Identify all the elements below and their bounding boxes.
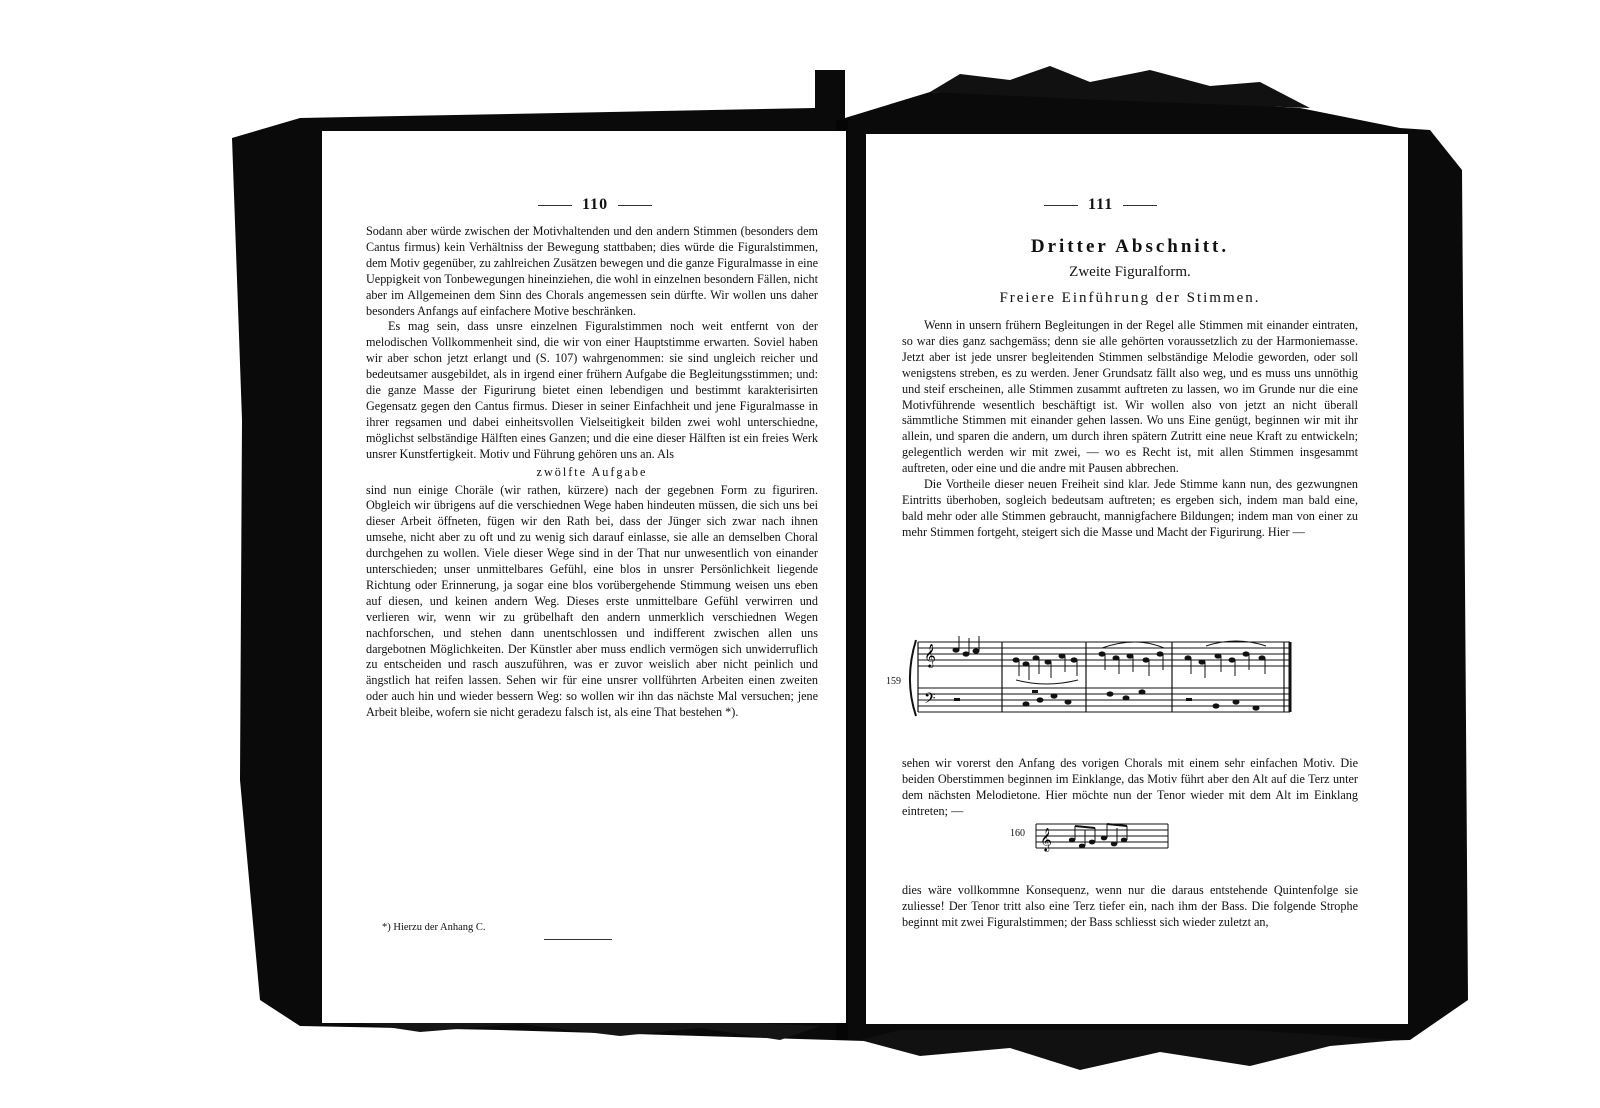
right-paragraph-4: dies wäre vollkommne Konsequenz, wenn nur die daraus entstehende Quintenfolge sie zuliesse! Der Tenor tritt also eine Terz tiefer ein, nach ihm der Bass. Die folgende Strophe beginnt mit zwei Figuralstimmen; der Bass schliesst sich wieder zuletzt an, [902, 883, 1358, 929]
task-heading: zwölfte Aufgabe [536, 464, 648, 479]
left-page-number-line [528, 196, 662, 214]
left-page-number: 110 [582, 196, 609, 213]
section-title: Dritter Abschnitt. [1030, 236, 1230, 257]
left-paragraph-1: Sodann aber würde zwischen der Motivhaltenden und den andern Stimmen (besonders dem Cantus firmus) kein Verhältniss der Bewegung stattbaben; dies würde die Figuralstimmen, dem Motiv gegenüber, zu zahlreichen Zusätzen bewegen und die ganze Figuralmasse in eine Ueppigkeit von Tonbewegungen hineinziehen, die wohl in einzelnen besondern Fällen, nicht aber im Allgemeinen dem Sinn des Chorals angemessen sein dürfte. Wir wollen uns daher besonders Anfangs auf einfachere Motive beschränken. [366, 224, 818, 318]
right-page-number-line [1034, 196, 1167, 214]
right-paragraph-2: Die Vortheile dieser neuen Freiheit sind klar. Jede Stimme kann nun, des gezwungnen Eintritts überhoben, sogleich bedeutsam auftreten; es ergeben sich, indem man bald eine, bald mehr oder alle Stimmen gebraucht, mannigfachere Bildungen; indem man von einer zu mehr Stimmen fortgeht, steigert sich die Masse und Macht der Figurirung. Hier — [902, 477, 1358, 539]
task-paragraph: sind nun einige Choräle (wir rathen, kürzere) nach der gegebnen Form zu figuriren. Obgleich wir übrigens auf die verschiednen Wege haben hindeuten müssen, die sich uns bei dieser Arbeit öffneten, fügen wir den Rath bei, dass der Jünger sich zwar nach ihnen umsehe, nicht aber zu oft und zu wenig sich darauf einlasse, sie alle an demselben Choral durchgehen zu wollen. Viele dieser Wege sind in der That nur unwesentlich von einander unterschieden; unser unmittelbares Gefühl, eine blos in unsrer Persönlichkeit liegende Richtung oder Erinnerung, ja sogar eine blos vorübergehende Stimmung weisen uns eben auf diesen, und keinen andern Weg. Dieses erste unmittelbare Gefühl verwirren und verlieren wir, wenn wir zu grübelhaft den andern unmerklich verschiednen Wegen nachforschen, und stehen dann unentschlossen und indifferent zwischen allen uns dargebotnen Möglichkeiten. Der Künstler aber muss endlich vermögen sich unwiderruflich zu entscheiden und rasch auszuführen, was er zuvor weislich aber nicht peinlich und ängstlich hat reifen lassen. Sehen wir für eine unsrer vollführten Arbeiten einen zweiten oder auch hin und wieder bessern Weg: so wollen wir ihn das nächste Mal versuchen; jene Arbeit bleibe, wofern sie nicht geradezu falsch ist, als eine That bestehen *). [366, 482, 818, 720]
bass-clef: 𝄢 [924, 690, 936, 710]
example-159-number: 159 [886, 676, 901, 687]
right-page-number: 111 [1088, 196, 1114, 213]
rests [954, 690, 1192, 701]
treble-notes [953, 647, 1266, 666]
right-text-after-160 [902, 883, 1358, 931]
music-example-159 [906, 636, 1298, 724]
footnote: *) Hierzu der Anhang C. [382, 922, 486, 933]
section-subheading: Freiere Einführung der Stimmen. [999, 290, 1261, 306]
right-paragraph-1: Wenn in unsern frühern Begleitungen in der Regel alle Stimmen mit einander eintraten, so war dies ganz sachgemäss; denn sie alle gehörten voraussetzlich zu der Harmoniemasse. Jetzt aber ist jede unsrer begleitenden Stimmen selbständige Melodie geworden, oder soll wenigstens streben, es zu werden. Jener Grundsatz fällt also weg, und es muss uns unnöthig und steif erscheinen, alle Stimmen zusammt auftreten zu lassen, wo im Grunde nur die eine Motivführende wesentlich beschäftigt ist. Wir wollen also von jetzt an nicht überall sämmtliche Stimmen mit einander gehen lassen. Wo uns Eine genügt, beginnen wir mit ihr allein, und sparen die andern, um durch ihren spätern Zutritt eine neue Kraft zu entwickeln; gelegentlich werden wir mit zwei, — wo es Recht ist, mit allen Stimmen insgesammt auftreten, oder eine und die andre mit Pausen abbrechen. [902, 318, 1358, 476]
right-text-column [902, 318, 1358, 541]
section-subtitle: Zweite Figuralform. [1069, 264, 1191, 280]
treble-clef: 𝄞 [924, 645, 936, 667]
stems-160 [1075, 824, 1127, 846]
music-example-160 [1032, 818, 1172, 856]
right-text-after-159 [902, 756, 1358, 820]
left-paragraph-2: Es mag sein, dass unsre einzelnen Figuralstimmen noch weit entfernt von der melodischen Vollkommenheit sind, die wir von einer Hauptstimme erwarten. Soviel haben wir aber schon jetzt erlangt und (S. 107) wahrgenommen: sie sind ungleich reicher und bedeutsamer ausgebildet, als in irgend einer frühern Aufgabe die Begleitungsstimmen; und: die ganze Masse der Figurirung bietet einen lebendigen und bestimmt karakterisirten Gegensatz gegen den Cantus firmus. Dieser in seiner Einfachheit und jene Figuralmasse in ihrer regsamen und dabei einheitsvollen Vielseitigkeit bilden zwei wohl unterschiedne, möglichst selbständige Hälften eines Ganzen; und die eine dieser Hälften ist ein freies Werk unsrer Kunstfertigkeit. Motiv und Führung gehören uns an. Als [366, 319, 818, 461]
right-paragraph-3: sehen wir vorerst den Anfang des vorigen Chorals mit einem sehr einfachen Motiv. Die beiden Oberstimmen beginnen im Einklange, das Motiv führt aber den Alt auf die Terz unter dem nächsten Melodietone. Hier möchte nun der Tenor wieder mit dem Alt im Einklang eintreten; — [902, 756, 1358, 818]
left-text-column [366, 224, 818, 721]
example-160-number: 160 [1010, 828, 1025, 839]
footnote-rule [544, 939, 612, 940]
treble-clef-160: 𝄞 [1040, 829, 1052, 851]
torn-edge-bottom [860, 1030, 1400, 1070]
slurs [1016, 641, 1266, 684]
staff-160 [1036, 824, 1168, 848]
brace [910, 640, 916, 716]
